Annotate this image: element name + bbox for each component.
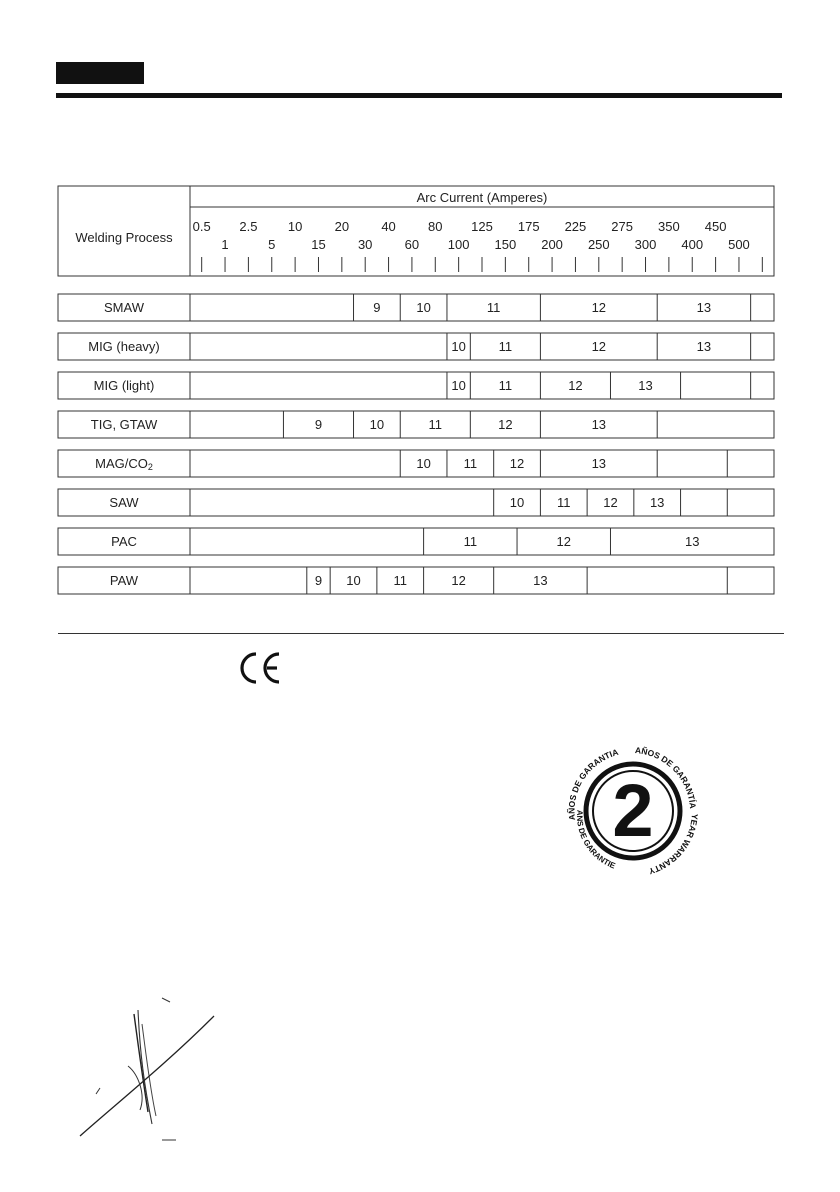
tick-label-bottom: 300 xyxy=(634,237,657,252)
shade-number: 12 xyxy=(568,378,583,393)
process-label: PAW xyxy=(109,573,139,588)
tick-label-bottom: 30 xyxy=(357,237,373,252)
tick-label-top: 40 xyxy=(381,219,396,234)
tick-label-top: 0.5 xyxy=(192,219,211,234)
shade-number: 11 xyxy=(393,573,407,588)
shade-number: 9 xyxy=(314,417,323,432)
process-label: SAW xyxy=(109,495,139,510)
process-label: PAC xyxy=(111,534,137,549)
seal-number: 2 xyxy=(612,769,654,852)
shade-number: 13 xyxy=(591,417,607,432)
seal-text-es-1: AÑOS DE GARANTIA xyxy=(566,746,620,821)
shade-number: 12 xyxy=(591,339,607,354)
process-label-main: MAG/CO xyxy=(95,456,148,471)
process-label: SMAW xyxy=(104,300,144,315)
seal-text-en: YEAR WARRANTY xyxy=(647,813,700,877)
tick-label-bottom: 15 xyxy=(311,237,326,252)
process-label: MIG (heavy) xyxy=(88,339,160,354)
tick-label-bottom: 250 xyxy=(587,237,610,252)
header-title: Arc Current (Amperes) xyxy=(416,190,548,205)
tick-label-top: 125 xyxy=(471,219,493,234)
tick-label-bottom: 100 xyxy=(447,237,470,252)
shade-number: 10 xyxy=(451,339,466,354)
shade-number: 12 xyxy=(603,495,618,510)
shade-number: 13 xyxy=(696,339,712,354)
process-label: TIG, GTAW xyxy=(90,417,158,432)
shade-number: 11 xyxy=(428,417,443,432)
tick-label-top: 350 xyxy=(658,219,680,234)
shade-number: 12 xyxy=(591,300,607,315)
warranty-seal-icon xyxy=(548,726,718,896)
process-row xyxy=(58,489,774,516)
process-row xyxy=(58,411,774,438)
process-row xyxy=(58,528,774,555)
tick-label-bottom: 500 xyxy=(728,237,750,252)
header-process-label: Welding Process xyxy=(75,230,173,245)
process-row xyxy=(58,567,774,594)
tick-label-bottom: 1 xyxy=(221,237,229,252)
signature-image xyxy=(76,994,226,1154)
tick-label-top: 20 xyxy=(334,219,350,234)
shade-number: 10 xyxy=(509,495,525,510)
shade-number: 9 xyxy=(373,300,381,315)
shade-number: 11 xyxy=(498,339,513,354)
shade-number: 13 xyxy=(638,378,653,393)
tick-label-top: 10 xyxy=(287,219,303,234)
shade-number: 12 xyxy=(498,417,513,432)
shade-number: 12 xyxy=(509,456,525,471)
shade-number: 9 xyxy=(314,573,323,588)
shade-number: 13 xyxy=(533,573,548,588)
shade-number: 10 xyxy=(451,378,466,393)
tick-label-bottom: 5 xyxy=(268,237,276,252)
shade-number: 10 xyxy=(346,573,361,588)
shade-number: 13 xyxy=(649,495,665,510)
shade-number: 12 xyxy=(556,534,571,549)
shade-number: 10 xyxy=(369,417,385,432)
shade-number: 10 xyxy=(416,456,431,471)
shade-number: 10 xyxy=(416,300,431,315)
process-label: MIG (light) xyxy=(93,378,155,393)
process-label-subscript: 2 xyxy=(147,462,153,472)
tick-label-bottom: 150 xyxy=(494,237,517,252)
tick-label-bottom: 400 xyxy=(681,237,704,252)
shade-number: 11 xyxy=(498,378,513,393)
seal-text-fr: ANS DE GARANTIE xyxy=(575,809,617,871)
shade-number: 13 xyxy=(591,456,607,471)
shade-number: 13 xyxy=(685,534,700,549)
process-row xyxy=(58,372,774,399)
ce-mark-icon xyxy=(237,650,283,686)
shade-number: 13 xyxy=(696,300,712,315)
tick-label-top: 225 xyxy=(564,219,587,234)
shade-number: 12 xyxy=(451,573,466,588)
shade-number: 11 xyxy=(463,534,478,549)
shade-number: 11 xyxy=(557,495,571,510)
tick-label-bottom: 200 xyxy=(541,237,563,252)
tick-label-top: 175 xyxy=(517,219,540,234)
tick-label-top: 275 xyxy=(611,219,634,234)
tick-label-top: 450 xyxy=(704,219,727,234)
process-label xyxy=(95,456,153,472)
section-divider xyxy=(58,633,784,634)
shade-number: 11 xyxy=(486,300,501,315)
tick-label-top: 80 xyxy=(428,219,443,234)
seal-text-es-2: AÑOS DE GARANTÍA xyxy=(634,745,699,810)
tick-label-top: 2.5 xyxy=(239,219,258,234)
shade-number: 11 xyxy=(463,456,478,471)
tick-label-bottom: 60 xyxy=(404,237,420,252)
process-row xyxy=(58,333,774,360)
